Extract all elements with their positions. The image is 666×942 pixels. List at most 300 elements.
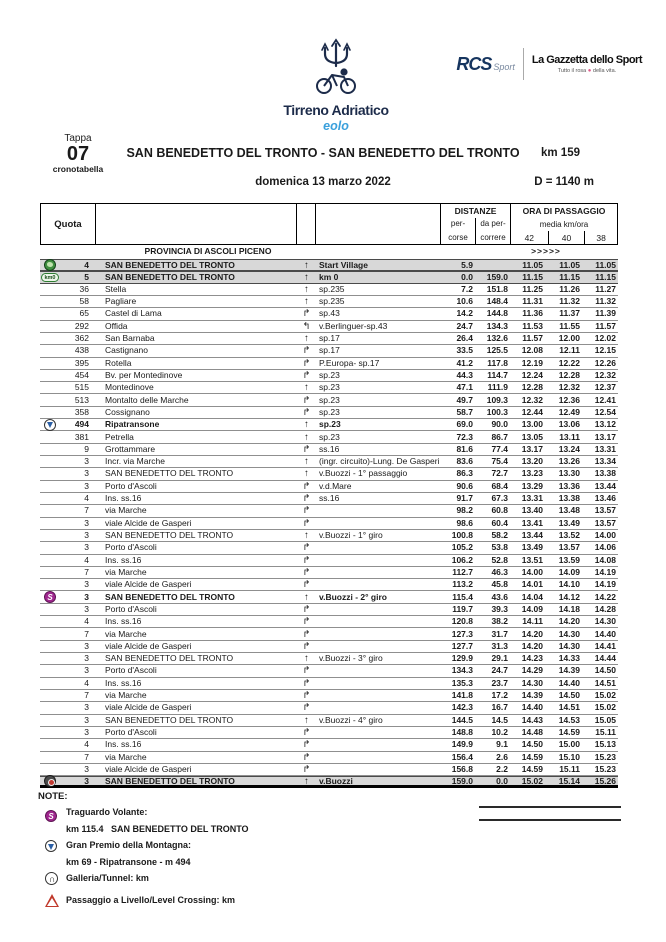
direction-arrow-icon: ↑ [304, 775, 309, 787]
row-time-38: 13.34 [594, 456, 616, 467]
row-road: v.Buozzi - 4° giro [319, 715, 383, 725]
header-km-togo: da per- correre [475, 218, 510, 244]
row-time-40: 12.49 [558, 406, 580, 417]
direction-arrow-icon: ↑ [304, 714, 309, 726]
row-time-38: 11.32 [595, 296, 616, 307]
row-road: sp.23 [319, 370, 340, 380]
row-quota: 7 [84, 505, 89, 516]
row-location: San Barnaba [105, 334, 155, 344]
row-location: Grottammare [105, 444, 156, 454]
row-km-done: 7.2 [461, 283, 473, 294]
row-km-done: 44.3 [456, 369, 473, 380]
note-item [38, 839, 458, 868]
row-time-38: 14.41 [594, 640, 616, 651]
row-km-done: 135.3 [451, 677, 473, 688]
table-row [40, 321, 618, 333]
row-km-done: 134.3 [451, 665, 473, 676]
row-quota: 4 [84, 493, 89, 504]
row-time-38: 15.13 [594, 739, 616, 750]
direction-arrow-icon: ↱ [302, 628, 311, 640]
table-row [40, 271, 618, 283]
row-time-40: 13.57 [558, 542, 580, 553]
row-km-togo: 46.3 [491, 566, 508, 577]
row-time-42: 12.28 [521, 382, 543, 393]
row-km-togo: 17.2 [491, 690, 508, 701]
row-time-38: 13.44 [594, 480, 616, 491]
row-quota: 36 [79, 283, 89, 294]
row-km-togo: 100.3 [486, 406, 508, 417]
table-row [40, 296, 618, 308]
direction-arrow-icon: ↱ [302, 406, 311, 418]
row-time-38: 11.39 [595, 308, 616, 319]
tunnel-icon [45, 872, 58, 885]
row-road: sp.23 [319, 420, 341, 430]
row-km-togo: 10.2 [491, 727, 508, 738]
direction-arrow-icon: ↱ [302, 554, 311, 566]
direction-arrow-icon: ↱ [302, 690, 311, 702]
row-location: SAN BENEDETTO DEL TRONTO [105, 592, 235, 602]
row-time-40: 14.39 [558, 665, 580, 676]
tappa-subtitle: cronotabella [52, 164, 104, 174]
row-location: SAN BENEDETTO DEL TRONTO [105, 260, 235, 270]
logo-divider [523, 48, 524, 80]
table-row [40, 284, 618, 296]
row-quota: 515 [74, 382, 89, 393]
row-road: v.Buozzi - 1° giro [319, 531, 383, 541]
row-time-40: 14.18 [558, 603, 580, 614]
tappa-number: 07 [66, 143, 90, 165]
row-time-40: 13.38 [558, 493, 580, 504]
row-time-38: 15.26 [594, 775, 616, 786]
rcs-sport-logo [456, 54, 515, 75]
row-time-40: 14.40 [558, 677, 580, 688]
row-location: viale Alcide de Gasperi [105, 580, 192, 590]
table-row [40, 764, 618, 776]
row-road: sp.23 [319, 407, 340, 417]
row-time-40: 14.10 [558, 579, 580, 590]
table-row [40, 456, 618, 468]
row-quota: 7 [84, 690, 89, 701]
row-time-42: 13.23 [521, 468, 543, 479]
row-time-40: 11.32 [559, 296, 580, 307]
row-km-done: 26.4 [456, 333, 473, 344]
direction-arrow-icon: ↱ [302, 542, 311, 554]
table-row [40, 616, 618, 628]
row-km-done: 86.3 [456, 468, 473, 479]
row-time-40: 14.20 [558, 616, 580, 627]
row-time-40: 13.36 [558, 480, 580, 491]
table-row [40, 542, 618, 554]
row-time-42: 12.24 [521, 369, 543, 380]
row-time-40: 15.00 [558, 739, 580, 750]
row-time-42: 14.59 [521, 751, 543, 762]
notes-section [38, 791, 458, 912]
direction-arrow-icon: ↑ [304, 468, 309, 480]
row-quota: 3 [84, 456, 89, 467]
row-time-42: 11.31 [522, 296, 543, 307]
header-speed-38: 38 [584, 231, 617, 245]
gazzetta-tagline: Tutto il rosa ● della vita. [557, 68, 617, 74]
header-ora-title: ORA DI PASSAGGIO [522, 206, 606, 216]
row-time-42: 13.40 [521, 505, 543, 516]
row-km-done: 129.9 [451, 653, 473, 664]
row-km-togo: 53.8 [491, 542, 508, 553]
table-row [40, 468, 618, 480]
row-km-togo: 117.8 [487, 357, 508, 368]
row-location: SAN BENEDETTO DEL TRONTO [105, 654, 234, 664]
row-km-togo: 109.3 [486, 394, 508, 405]
row-time-42: 13.17 [521, 443, 543, 454]
row-quota: 7 [84, 566, 89, 577]
row-time-40: 12.32 [558, 382, 580, 393]
direction-arrow-icon: ↑ [304, 283, 309, 295]
direction-arrow-icon: ↑ [304, 419, 309, 431]
rcs-sport-text: Sport [493, 61, 515, 72]
province-arrows: >>>>> [531, 246, 561, 256]
stage-title: SAN BENEDETTO DEL TRONTO - SAN BENEDETTO DEL TRONTO [126, 146, 520, 160]
table-row [40, 653, 618, 665]
row-location: Offida [105, 321, 128, 331]
row-km-togo: 14.5 [491, 714, 508, 725]
race-sponsor: eolo [323, 119, 349, 133]
row-location: viale Alcide de Gasperi [105, 703, 192, 713]
row-time-42: 14.20 [521, 628, 543, 639]
row-km-done: 0.0 [461, 271, 473, 282]
stage-distance: km 159 [540, 147, 580, 159]
table-row [40, 641, 618, 653]
row-time-42: 14.09 [521, 603, 543, 614]
row-quota: 3 [84, 579, 89, 590]
row-km-done: 90.6 [456, 480, 473, 491]
notes-title: NOTE: [38, 791, 68, 802]
row-km-done: 24.7 [456, 320, 473, 331]
table-row [40, 776, 618, 788]
row-quota: 4 [84, 677, 89, 688]
direction-arrow-icon: ↱ [302, 616, 311, 628]
notes-list [38, 806, 458, 912]
row-quota: 65 [79, 308, 89, 319]
row-location: SAN BENEDETTO DEL TRONTO [105, 776, 235, 786]
row-time-38: 13.12 [594, 419, 616, 430]
row-quota: 3 [84, 591, 89, 602]
row-km-togo: 24.7 [491, 665, 508, 676]
row-km-done: 58.7 [456, 406, 473, 417]
row-time-38: 15.02 [594, 690, 616, 701]
row-location: viale Alcide de Gasperi [105, 518, 192, 528]
row-location: SAN BENEDETTO DEL TRONTO [105, 531, 234, 541]
header-road-col [316, 203, 441, 245]
row-location: Ins. ss.16 [105, 678, 142, 688]
row-road: sp.17 [319, 346, 340, 356]
row-time-40: 14.30 [558, 640, 580, 651]
row-location: Porto d'Ascoli [105, 728, 157, 738]
row-time-38: 12.41 [594, 394, 616, 405]
row-quota: 3 [84, 530, 89, 541]
row-location: SAN BENEDETTO DEL TRONTO [105, 272, 235, 282]
row-quota: 3 [84, 775, 89, 786]
row-km-done: 10.6 [456, 296, 473, 307]
row-km-done: 119.7 [452, 603, 473, 614]
row-location: Castignano [105, 346, 149, 356]
row-time-42: 13.49 [521, 542, 543, 553]
row-time-40: 13.49 [558, 517, 580, 528]
row-time-38: 14.19 [594, 579, 616, 590]
row-km-togo: 111.9 [487, 382, 508, 393]
table-row [40, 407, 618, 419]
row-time-42: 13.51 [521, 554, 543, 565]
row-road: v.d.Mare [319, 481, 352, 491]
sprint-icon [45, 810, 57, 822]
row-km-togo: 60.8 [491, 505, 508, 516]
row-time-38: 14.06 [594, 542, 616, 553]
row-km-togo: 60.4 [491, 517, 508, 528]
table-row [40, 370, 618, 382]
direction-arrow-icon: ↱ [302, 579, 311, 591]
row-quota: 4 [84, 554, 89, 565]
row-time-40: 14.50 [558, 690, 580, 701]
row-time-38: 14.28 [594, 603, 616, 614]
row-km-done: 142.3 [451, 702, 473, 713]
row-km-done: 156.8 [451, 763, 473, 774]
row-road: sp.23 [319, 383, 340, 393]
row-time-40: 14.30 [558, 628, 580, 639]
row-time-40: 14.09 [558, 566, 580, 577]
row-time-42: 11.36 [522, 308, 543, 319]
row-quota: 4 [84, 739, 89, 750]
row-km-togo: 67.3 [491, 493, 508, 504]
signature-line [479, 806, 621, 808]
direction-arrow-icon: ↱ [302, 308, 311, 320]
header-media-kmora: media km/ora [539, 220, 589, 229]
row-time-38: 15.11 [595, 727, 616, 738]
row-time-38: 11.05 [595, 259, 616, 270]
table-row [40, 333, 618, 345]
row-quota: 3 [84, 640, 89, 651]
row-km-togo: 23.7 [491, 677, 508, 688]
row-km-done: 72.3 [456, 431, 473, 442]
row-location: Petrella [105, 432, 134, 442]
row-km-togo: 29.1 [491, 653, 508, 664]
direction-arrow-icon: ↱ [302, 702, 311, 714]
row-quota: 362 [74, 333, 89, 344]
row-quota: 9 [84, 443, 89, 454]
table-header [40, 203, 618, 245]
row-quota: 3 [84, 468, 89, 479]
row-location: Rotella [105, 358, 132, 368]
row-time-42: 14.50 [521, 739, 543, 750]
row-road: v.Buozzi - 1° passaggio [319, 469, 408, 479]
row-location: Ins. ss.16 [105, 740, 142, 750]
row-quota: 3 [84, 653, 89, 664]
row-time-40: 13.52 [558, 530, 580, 541]
row-km-done: 47.1 [456, 382, 473, 393]
row-quota: 292 [74, 320, 89, 331]
table-row [40, 727, 618, 739]
table-row [40, 665, 618, 677]
row-location: Stella [105, 284, 127, 294]
row-location: via Marche [105, 691, 147, 701]
row-quota: 3 [84, 702, 89, 713]
row-time-42: 13.00 [521, 419, 543, 430]
row-time-40: 11.37 [559, 308, 580, 319]
row-quota: 3 [84, 763, 89, 774]
row-time-42: 13.31 [521, 493, 543, 504]
row-km-done: 41.2 [456, 357, 473, 368]
table-row [40, 481, 618, 493]
direction-arrow-icon: ↱ [302, 751, 311, 763]
row-time-40: 13.30 [558, 468, 580, 479]
table-row [40, 505, 618, 517]
row-time-40: 14.59 [558, 727, 580, 738]
row-location: Incr. via Marche [105, 457, 165, 467]
row-road: sp.235 [319, 297, 345, 307]
row-time-38: 14.40 [594, 628, 616, 639]
row-time-42: 12.44 [521, 406, 543, 417]
row-km-done: 127.7 [451, 640, 473, 651]
row-time-38: 14.44 [594, 653, 616, 664]
row-location: Porto d'Ascoli [105, 543, 157, 553]
direction-arrow-icon: ↱ [302, 677, 311, 689]
header-ora-passaggio [511, 203, 618, 245]
cronotabella-table [40, 203, 618, 788]
note-label: Traguardo Volante: [66, 807, 148, 817]
row-km-done: 141.8 [451, 690, 473, 701]
table-body [40, 259, 618, 788]
stage-elevation: D = 1140 m [534, 176, 594, 188]
row-road: sp.235 [319, 284, 345, 294]
table-row [40, 690, 618, 702]
row-km-done: 112.7 [452, 566, 473, 577]
table-row [40, 345, 618, 357]
table-row [40, 493, 618, 505]
rcs-logo-text: RCS [456, 53, 492, 74]
row-time-42: 14.11 [522, 616, 543, 627]
row-km-togo: 114.7 [487, 369, 508, 380]
direction-arrow-icon: ↑ [304, 333, 309, 345]
row-time-40: 12.11 [559, 345, 580, 356]
crossing-icon [45, 894, 59, 907]
province-label: PROVINCIA DI ASCOLI PICENO [144, 246, 272, 256]
row-time-38: 14.50 [594, 665, 616, 676]
row-location: Porto d'Ascoli [105, 666, 157, 676]
row-quota: 358 [74, 406, 89, 417]
direction-arrow-icon: ↑ [304, 653, 309, 665]
row-km-togo: 144.8 [486, 308, 508, 319]
note-label: Passaggio a Livello/Level Crossing: km [66, 895, 236, 905]
row-location: SAN BENEDETTO DEL TRONTO [105, 715, 234, 725]
row-time-42: 14.43 [521, 714, 543, 725]
row-km-togo: 75.4 [491, 456, 508, 467]
table-row [40, 518, 618, 530]
direction-arrow-icon: ↰ [302, 320, 311, 332]
row-km-togo: 134.3 [486, 320, 508, 331]
row-time-42: 14.59 [521, 763, 543, 774]
row-km-togo: 148.4 [486, 296, 508, 307]
row-km-done: 14.2 [456, 308, 473, 319]
row-quota: 58 [79, 296, 89, 307]
table-row [40, 431, 618, 443]
row-time-42: 12.19 [521, 357, 543, 368]
row-time-38: 15.23 [594, 751, 616, 762]
row-time-40: 13.11 [559, 431, 580, 442]
row-km-done: 127.3 [451, 628, 473, 639]
row-km-togo: 86.7 [491, 431, 508, 442]
row-location: via Marche [105, 752, 147, 762]
row-road: v.Buozzi - 3° giro [319, 654, 383, 664]
row-location: Ins. ss.16 [105, 494, 142, 504]
table-row [40, 308, 618, 320]
row-time-42: 14.30 [521, 677, 543, 688]
row-time-42: 14.23 [521, 653, 543, 664]
row-time-38: 13.46 [594, 493, 616, 504]
row-km-done: 5.9 [461, 259, 473, 270]
row-time-40: 11.55 [559, 320, 580, 331]
row-time-38: 14.51 [594, 677, 616, 688]
row-time-42: 14.40 [521, 702, 543, 713]
row-road: ss.16 [319, 494, 340, 504]
row-time-42: 13.44 [521, 530, 543, 541]
kom-icon [44, 419, 56, 431]
direction-arrow-icon: ↱ [302, 394, 311, 406]
row-km-togo: 68.4 [491, 480, 508, 491]
row-time-40: 14.53 [558, 714, 580, 725]
row-time-42: 12.32 [521, 394, 543, 405]
row-time-38: 11.57 [595, 320, 616, 331]
row-time-40: 15.11 [559, 763, 580, 774]
row-time-40: 13.06 [558, 419, 580, 430]
km0-icon [41, 273, 59, 282]
row-road: P.Europa- sp.17 [319, 358, 380, 368]
table-row [40, 739, 618, 751]
row-time-42: 15.02 [521, 775, 543, 786]
row-quota: 381 [74, 431, 89, 442]
row-km-togo: 159.0 [486, 271, 508, 282]
trident-cyclist-icon [307, 36, 365, 96]
row-time-42: 11.25 [522, 283, 543, 294]
header-location-col [96, 203, 297, 245]
note-item [38, 894, 458, 912]
direction-arrow-icon: ↱ [302, 369, 311, 381]
row-road: Start Village [319, 260, 368, 270]
table-row [40, 555, 618, 567]
header-distanze-title: DISTANZE [454, 206, 497, 216]
row-time-38: 14.08 [594, 554, 616, 565]
row-time-40: 14.33 [558, 653, 580, 664]
row-location: Ins. ss.16 [105, 555, 142, 565]
row-time-38: 15.05 [594, 714, 616, 725]
row-time-38: 13.57 [594, 505, 616, 516]
row-time-40: 12.28 [558, 369, 580, 380]
row-time-42: 14.39 [521, 690, 543, 701]
note-detail: km 115.4 SAN BENEDETTO DEL TRONTO [66, 824, 249, 834]
row-road: km 0 [319, 272, 339, 282]
start-village-icon [44, 259, 56, 271]
row-road: (ingr. circuito)-Lung. De Gasperi [319, 457, 440, 467]
direction-arrow-icon: ↱ [302, 763, 311, 775]
row-time-38: 13.17 [594, 431, 616, 442]
row-time-38: 12.32 [594, 369, 616, 380]
row-time-38: 13.38 [594, 468, 616, 479]
row-time-42: 11.05 [522, 259, 543, 270]
row-km-togo: 0.0 [496, 775, 508, 786]
table-row [40, 579, 618, 591]
header-speed-40: 40 [548, 231, 585, 245]
row-time-42: 11.53 [522, 320, 543, 331]
row-time-38: 12.54 [594, 406, 616, 417]
row-time-38: 15.02 [594, 702, 616, 713]
row-time-40: 12.00 [558, 333, 580, 344]
row-time-40: 13.59 [558, 554, 580, 565]
